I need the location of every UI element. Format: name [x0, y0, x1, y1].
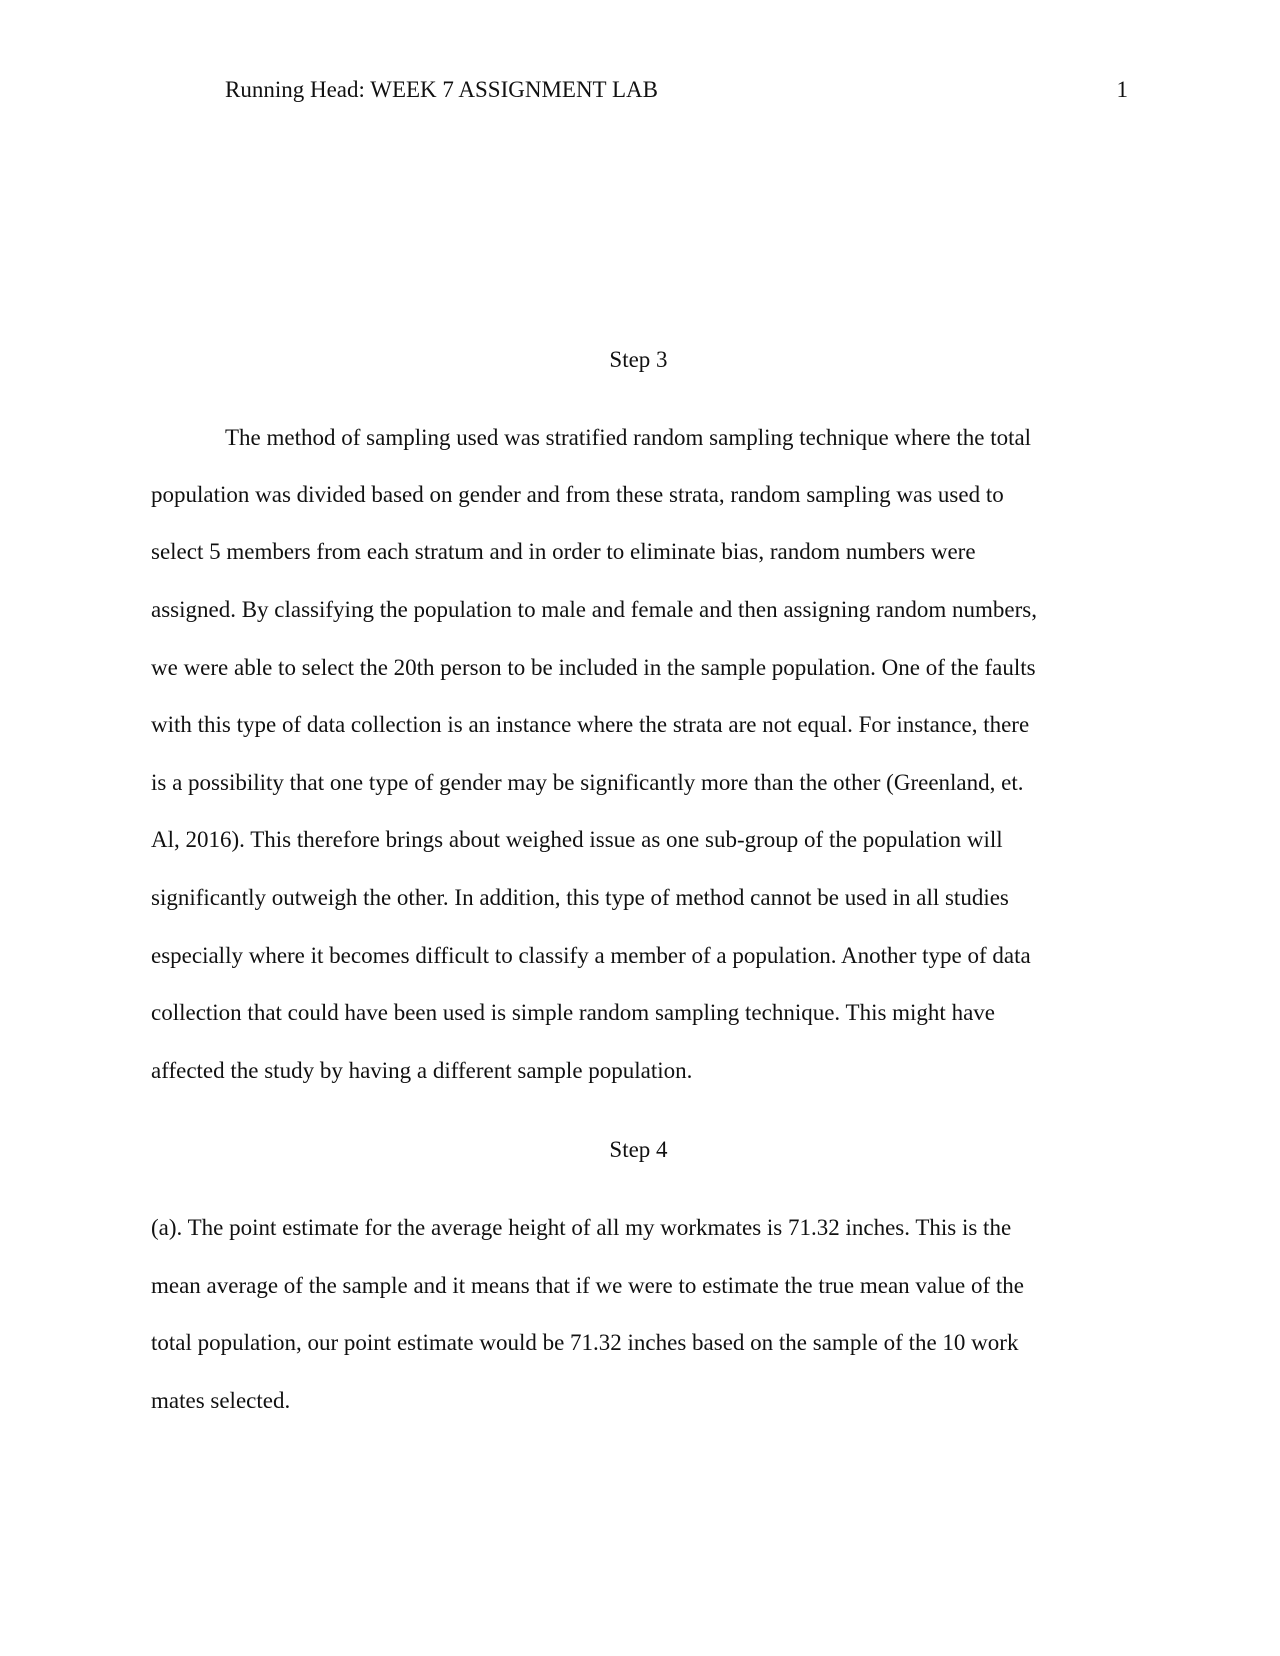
paragraph-line: with this type of data collection is an instance where the strata are not equal. For instance, there — [151, 712, 1030, 737]
paragraph-line: The method of sampling used was stratified random sampling technique where the total — [225, 425, 1032, 450]
paragraph-line: assigned. By classifying the population to male and female and then assigning random numbers, — [151, 597, 1037, 622]
paragraph-line: mean average of the sample and it means that if we were to estimate the true mean value of the — [151, 1273, 1025, 1298]
paragraph-line: significantly outweigh the other. In addition, this type of method cannot be used in all studies — [151, 885, 1009, 910]
paragraph-line: select 5 members from each stratum and in order to eliminate bias, random numbers were — [151, 539, 976, 564]
paragraph-line: especially where it becomes difficult to classify a member of a population. Another type of data — [151, 943, 1031, 968]
paragraph-line: Al, 2016). This therefore brings about weighed issue as one sub-group of the population will — [151, 827, 1003, 852]
paragraph-line: total population, our point estimate would be 71.32 inches based on the sample of the 10 work — [151, 1330, 1019, 1355]
section-heading-step-3: Step 3 — [609, 347, 668, 372]
paragraph-line: affected the study by having a different sample population. — [151, 1058, 693, 1083]
running-head: Running Head: WEEK 7 ASSIGNMENT LAB — [225, 77, 658, 102]
paragraph-line: is a possibility that one type of gender may be significantly more than the other (Greenland, et. — [151, 770, 1024, 795]
paragraph-line: mates selected. — [151, 1388, 291, 1413]
section-heading-step-4: Step 4 — [609, 1137, 668, 1162]
paragraph-line: collection that could have been used is simple random sampling technique. This might have — [151, 1000, 995, 1025]
page-header — [225, 74, 1128, 106]
paragraph-line: we were able to select the 20th person to be included in the sample population. One of the faults — [151, 655, 1036, 680]
page-number: 1 — [1116, 77, 1128, 102]
paragraph-line: population was divided based on gender and from these strata, random sampling was used to — [151, 482, 1004, 507]
paragraph-line: (a). The point estimate for the average height of all my workmates is 71.32 inches. This is the — [151, 1215, 1012, 1240]
